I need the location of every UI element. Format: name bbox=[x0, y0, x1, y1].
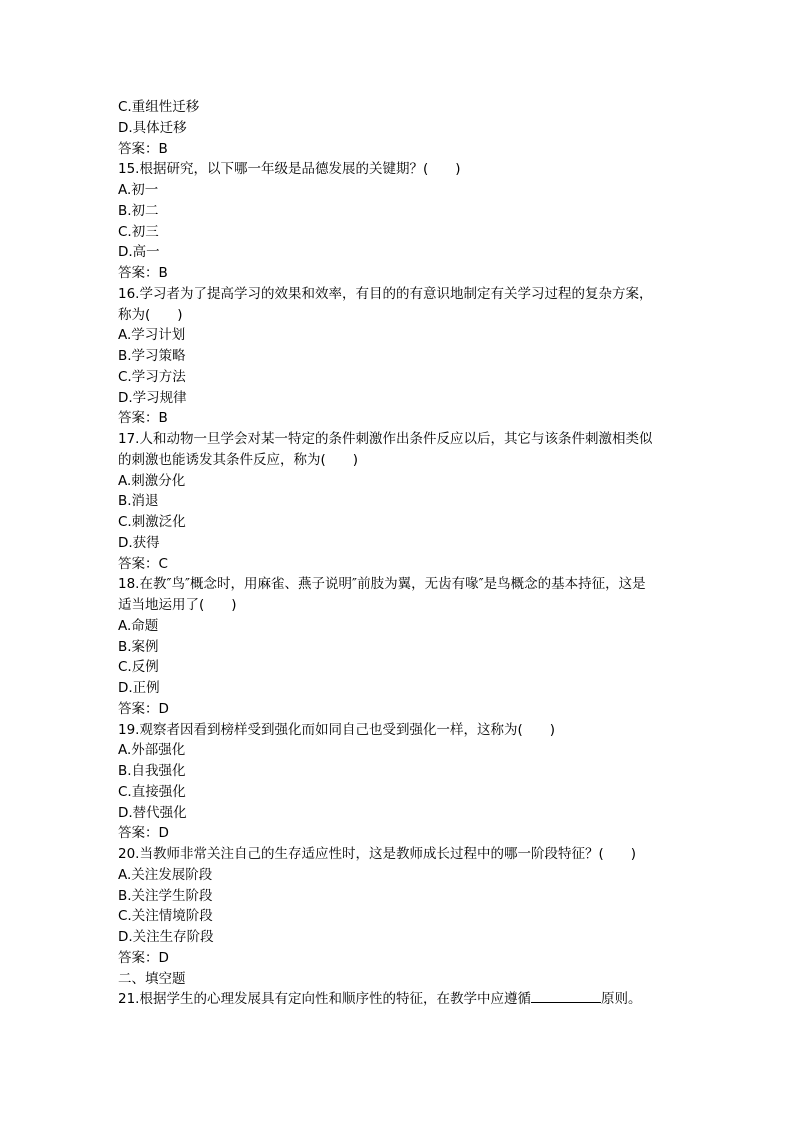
option-line: B.自我强化 bbox=[118, 763, 186, 779]
option-line: A.学习计划 bbox=[118, 327, 186, 344]
question-21 bbox=[118, 989, 678, 1010]
question-17: 17.人和动物一旦学会对某一特定的条件刺激作出条件反应以后，其它与该条件刺激相类似 bbox=[118, 431, 653, 447]
option-line: C.直接强化 bbox=[118, 783, 186, 800]
question-17-cont: 的刺激也能诱发其条件反应，称为( ) bbox=[118, 451, 359, 468]
option-line: D.正例 bbox=[118, 680, 160, 696]
answer-line: 答案：D bbox=[118, 825, 169, 842]
option-line: A.命题 bbox=[118, 617, 159, 634]
section-heading: 二、填空题 bbox=[118, 970, 186, 987]
option-line: A.初一 bbox=[118, 182, 159, 198]
option-line: A.关注发展阶段 bbox=[118, 866, 213, 883]
answer-line: 答案：B bbox=[118, 140, 168, 157]
option-line: D.学习规律 bbox=[118, 389, 187, 406]
answer-line: 答案：C bbox=[118, 555, 168, 572]
option-line: D.关注生存阶段 bbox=[118, 929, 214, 945]
option-line: B.学习策略 bbox=[118, 348, 186, 364]
option-line: C.初三 bbox=[118, 223, 159, 240]
option-line: C.刺激泛化 bbox=[118, 514, 186, 530]
answer-line: 答案：B bbox=[118, 410, 168, 427]
answer-line: 答案：D bbox=[118, 700, 169, 717]
question-15: 15.根据研究，以下哪一年级是品德发展的关键期？( ) bbox=[118, 161, 461, 178]
option-line: C.学习方法 bbox=[118, 368, 186, 385]
document-page bbox=[118, 97, 678, 1010]
option-line: A.刺激分化 bbox=[118, 472, 186, 489]
answer-line: 答案：B bbox=[118, 265, 168, 281]
question-20: 20.当教师非常关注自己的生存适应性时，这是教师成长过程中的哪一阶段特征？( ) bbox=[118, 846, 637, 862]
answer-line: 答案：D bbox=[118, 949, 169, 966]
fill-blank bbox=[531, 990, 601, 1003]
option-line: D.获得 bbox=[118, 534, 160, 551]
question-19: 19.观察者因看到榜样受到强化而如同自己也受到强化一样，这称为( ) bbox=[118, 721, 556, 738]
question-18: 18.在教″鸟″概念时，用麻雀、燕子说明″前肢为翼，无齿有喙″是鸟概念的基本持征，这是 bbox=[118, 576, 646, 593]
question-16-cont: 称为( ) bbox=[118, 306, 183, 323]
option-line: D.替代强化 bbox=[118, 804, 187, 821]
option-line: B.消退 bbox=[118, 493, 159, 510]
question-16: 16.学习者为了提高学习的效果和效率，有目的的有意识地制定有关学习过程的复杂方案， bbox=[118, 285, 653, 302]
option-line: C.关注情境阶段 bbox=[118, 908, 213, 925]
option-line: B.关注学生阶段 bbox=[118, 887, 213, 904]
question-21-text: 21.根据学生的心理发展具有定向性和顺序性的特征，在教学中应遵循 bbox=[118, 991, 531, 1008]
option-line: B.案例 bbox=[118, 638, 159, 655]
option-line: C.反例 bbox=[118, 659, 159, 676]
question-18-cont: 适当地运用了( ) bbox=[118, 597, 237, 613]
option-line: C.重组性迁移 bbox=[118, 99, 200, 115]
option-line: B.初二 bbox=[118, 202, 159, 219]
question-21-suffix: 原则。 bbox=[600, 991, 642, 1008]
option-line: A.外部强化 bbox=[118, 742, 186, 759]
option-line: D.高一 bbox=[118, 244, 160, 261]
option-line: D.具体迁移 bbox=[118, 119, 187, 136]
